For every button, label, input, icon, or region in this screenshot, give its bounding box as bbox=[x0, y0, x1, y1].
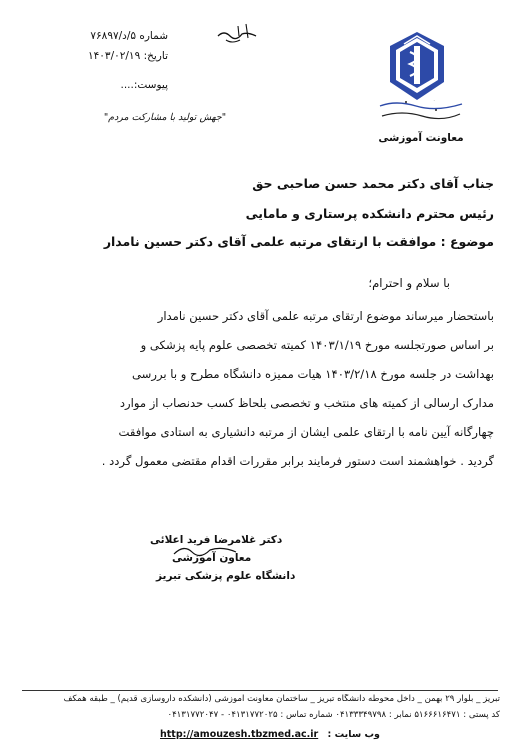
letter-number bbox=[58, 30, 168, 42]
letter-number-label: شماره bbox=[139, 30, 168, 42]
letter-body bbox=[28, 302, 494, 476]
footer-divider bbox=[22, 690, 498, 691]
letter-date-label: تاریخ: bbox=[143, 50, 168, 62]
letter-subject: موضوع : موافقت با ارتقای مرتبه علمی آقای دکتر حسین نامدار bbox=[103, 234, 494, 249]
footer-address: تبریز _ بلوار ۲۹ بهمن _ داخل محوطه دانشگاه تبریز _ ساختمان معاونت آموزشی (دانشکده داروسازی قدیم) _ طبقه همکف bbox=[63, 694, 500, 704]
body-line: بهداشت در جلسه مورخ ۱۴۰۳/۲/۱۸ هیات ممیزه دانشگاه مطرح و با بررسی bbox=[132, 367, 494, 381]
greeting: با سلام و احترام؛ bbox=[368, 276, 450, 290]
signatory-org: دانشگاه علوم پزشکی تبریز bbox=[156, 570, 296, 582]
university-name-calligraphy bbox=[376, 98, 466, 122]
basmala-calligraphy bbox=[216, 20, 260, 46]
footer-contact: کد پستی : ۵۱۶۶۶۱۶۴۷۱ نمابر : ۰۴۱۳۳۳۴۹۷۹۸ شماره تماس : ۰۴۱۳۱۷۷۲۰۲۵ - ۰۴۱۳۱۷۷۲۰۴۷ bbox=[167, 710, 500, 720]
website-label: وب سایت : bbox=[327, 729, 380, 740]
slogan: "جهش تولید با مشارکت مردم" bbox=[103, 112, 227, 123]
body-line: بر اساس صورتجلسه مورخ ۱۴۰۳/۱/۱۹ کمیته تخصصی علوم پایه پزشکی و bbox=[140, 338, 494, 352]
recipient-line: جناب آقای دکتر محمد حسن صاحبی حق bbox=[252, 176, 494, 191]
body-line: مدارک ارسالی از کمیته های منتخب و تخصصی بلحاظ کسب حدنصاب از موارد bbox=[119, 396, 494, 410]
university-name bbox=[376, 100, 466, 101]
letter-date-value: ۱۴۰۳/۰۲/۱۹ bbox=[88, 50, 141, 62]
footer-website bbox=[160, 729, 380, 740]
university-logo-icon bbox=[386, 30, 448, 102]
letter-number-value: ۵/د/۷۶۸۹۷ bbox=[90, 30, 137, 42]
letter-attachment: پیوست:.... bbox=[120, 79, 168, 91]
body-line: گردید . خواهشمند است دستور فرمایند برابر مقررات اقدام مقتضی معمول گردد . bbox=[101, 454, 494, 468]
website-url[interactable]: http://amouzesh.tbzmed.ac.ir bbox=[160, 729, 319, 740]
body-line: چهارگانه آیین نامه با ارتقای علمی ایشان از مرتبه دانشیاری به استادی موافقت bbox=[118, 425, 494, 439]
recipient-position: رئیس محترم دانشکده پرستاری و مامایی bbox=[245, 206, 494, 221]
letter-date bbox=[58, 50, 168, 62]
body-line: باستحضار میرساند موضوع ارتقای مرتبه علمی آقای دکتر حسین نامدار bbox=[157, 309, 494, 323]
signatory-title: معاون آموزشی bbox=[172, 552, 252, 564]
department-name: معاونت آموزشی bbox=[378, 132, 464, 144]
signatory-name: دکتر غلامرضا فرید اعلائی bbox=[150, 534, 283, 546]
